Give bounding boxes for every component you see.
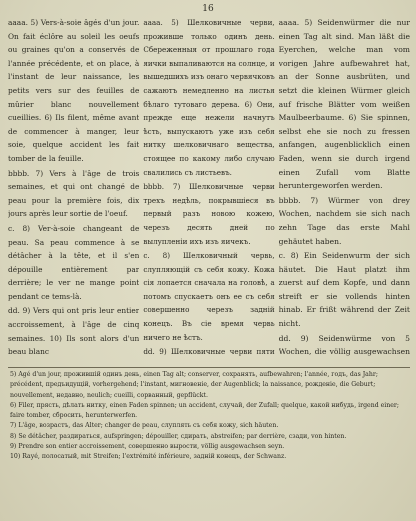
french-paragraph-8: c. 8) Ver-à-soie changeant de peau. Sa peau commence à se détâcher à la tête, et il s'en dépouille entièrement par derrière; le ver ne mange point pendant ce tems-là. — [8, 223, 140, 301]
text-columns — [8, 16, 410, 356]
german-paragraph-9: dd. 9) Seidenwürme von 5 Wochen, die völlig ausgewachsen — [278, 333, 410, 356]
french-column — [8, 16, 139, 356]
russian-paragraph-9: dd. 9) Шелковичные черви пяти — [143, 347, 275, 356]
german-paragraph-8: c. 8) Ein Seidenwurm der sich häutet. Die Haut platzt ihm zuerst auf dem Kopfe, und dann streift er sie vollends hinten hinab. Er frißt während der Zeit nicht. — [278, 251, 410, 329]
french-paragraph-5: aaaa. 5) Vers-à-soie âgés d'un jour. On fait éclôre au soleil les oeufs ou graines qu'on a conservés de l'année précédente, et on place, à l'instant de leur naissance, les petits vers sur des feuilles de mûrier blanc nouvellement cueillies. 6) Ils filent, même avant de commencer à manger, leur soie, quelque accident les fait tomber de la feuille. — [8, 18, 140, 163]
page-number: 16 — [202, 4, 214, 14]
german-column — [279, 16, 410, 356]
footnote-divider — [8, 367, 410, 368]
german-paragraph-7: bbbb. 7) Würmer von drey Wochen, nachdem sie sich nach zehn Tage das erste Mahl gehäutet haben. — [278, 195, 410, 246]
russian-paragraph-5: аааа. 5) Шелковичные черви, проживше только одинъ день. Сбереженныя от прошлаго года яички выпаливаются на солнце, и вышедшихъ изъ онаго червячковъ сажаютъ немедленно на листья бѣлаго тутоваго дерева. 6) Они, прежде еще нежели начнутъ ѣсть, выпускаютъ уже изъ себя нитку шелковичнаго вещества, стоящее по какому либо случаю свалились съ листьевъ. — [143, 18, 275, 177]
footnote-9: 9) Prendre son entier accroissement, совершенно вырости, völlig ausgewachsen seyn. — [10, 443, 285, 451]
russian-paragraph-8: c. 8) Шелковичный червь, слупляющій съ себя кожу. Кожа сія лопается сначала на головѣ, а потомъ спускаетъ онъ ее съ себя совершенно черезъ задній конецъ. Въ сіе время червь ничего не ѣстъ. — [143, 251, 275, 342]
footnote-10: 10) Rayé, полосатый, mit Streifen; l'extrémité inférieure, задній конецъ, der Schwanz. — [10, 453, 287, 461]
footnote-8: 8) Se détâcher, раздираться, aufspringen; dépouiller, сдирать, abstreifen; par derrière, сзади, von hinten. — [10, 432, 347, 440]
footnote-7: 7) L'âge, возрастъ, das Alter; changer de peau, слуплять съ себя кожу, sich häuten. — [10, 422, 279, 430]
french-paragraph-9: dd. 9) Vers qui ont pris leur entier accroissement, à l'âge de cinq semaines. 10) Ils sont alors d'un beau blanc — [8, 306, 140, 356]
german-paragraph-5: aaaa. 5) Seidenwürmer die nur einen Tag alt sind. Man läßt die Eyerchen, welche man vom vorigen Jahre aufbewahret hat, an der Sonne ausbrüten, und setzt die kleinen Würmer gleich auf frische Blätter vom weißen Maulbeerbaume. 6) Sie spinnen, selbst ehe sie noch zu fressen anfangen, augenblicklich einen Faden, wenn sie durch irgend einen Zufall vom Blatte heruntergeworfen werden. — [278, 18, 410, 191]
russian-column — [143, 16, 274, 356]
footnote-6: 6) Filer, прясть, дѣлать нитку, einen Faden spinnen; un accident, случай, der Zufall; quelque, какой нибудь, irgend einer; faire tomber, сбросить, herunterwerfen. — [10, 401, 399, 420]
russian-paragraph-7: bbbb. 7) Шелковичные черви трехъ недѣль, покрывшіеся въ первый разъ новою кожею, черезъ десять дней по вылупленіи ихъ изъ яичекъ. — [143, 182, 275, 246]
french-paragraph-7: bbbb. 7) Vers à l'âge de trois semaines, et qui ont changé de peau pour la première fois, dix jours après leur sortie de l'oeuf. — [8, 168, 140, 219]
footnotes — [10, 370, 408, 463]
footnote-5: 5) Agé d'un jour, прожившій одинъ день, einen Tag alt; conserver, сохранять, aufbewahren; l'année, годъ, das Jahr; précédent, предъидущій, vorhergehend; l'instant, мигновеніе, der Augenblick; la naissance, рожденіе, die Geburt; nouvellement, недавно, neulich; cueilli, сорванный, gepflückt. — [10, 371, 378, 399]
